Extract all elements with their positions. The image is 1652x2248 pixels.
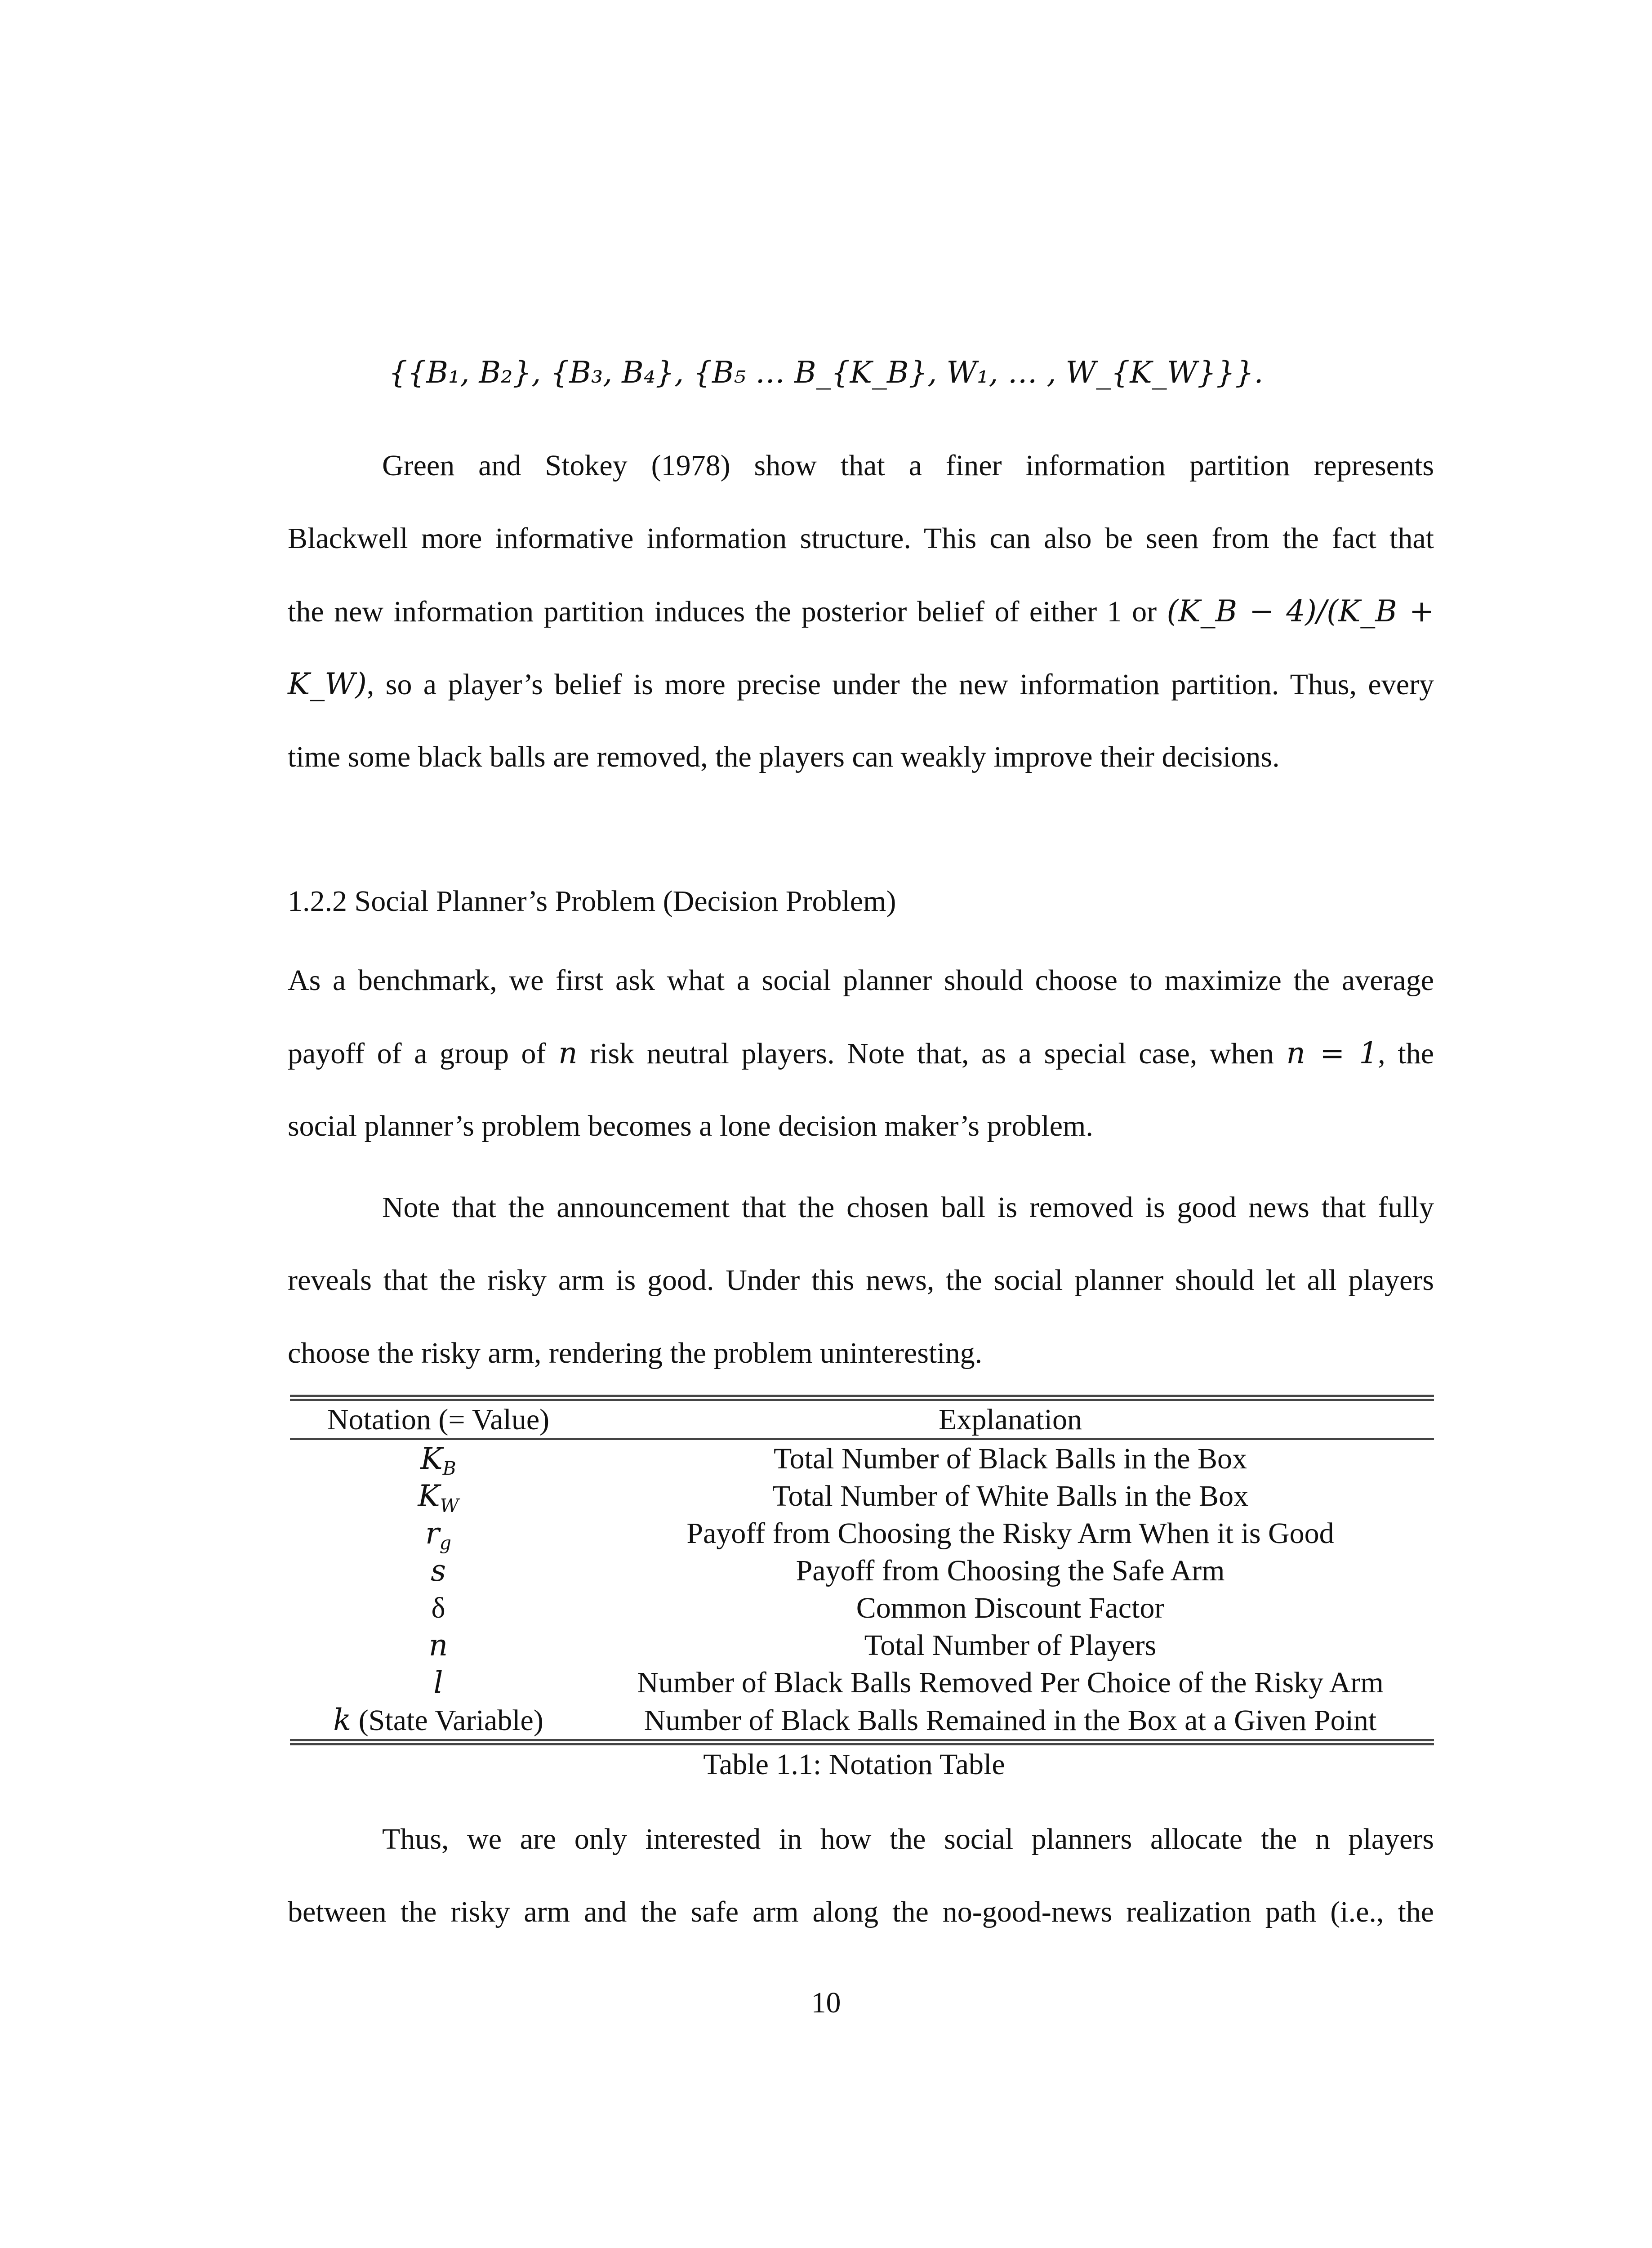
- paragraph-2-line-2-b: risk neutral players. Note that, as a special case, when: [590, 1037, 1274, 1070]
- table-cell-notation: s: [431, 1553, 446, 1588]
- table-cell-explanation: Total Number of Players: [864, 1629, 1157, 1662]
- table-cell-notation: l: [433, 1665, 443, 1700]
- posterior-fraction-expression: (K_B − 4)/(K_B +: [1167, 594, 1434, 629]
- paragraph-1-line-4-text: , so a player’s belief is more precise under the new information partition. Thus, every: [366, 668, 1434, 701]
- table-cell-explanation: Payoff from Choosing the Safe Arm: [796, 1554, 1225, 1587]
- section-heading: 1.2.2 Social Planner’s Problem (Decision Problem): [288, 885, 896, 918]
- paragraph-1-line-3: [288, 575, 1434, 648]
- table-cell-explanation: Number of Black Balls Remained in the Box at a Given Point: [644, 1704, 1377, 1737]
- table-cell-notation: $K_W$: [418, 1479, 459, 1517]
- white-balls-expression: K_W): [288, 667, 367, 701]
- table-row: [290, 1701, 1434, 1742]
- paragraph-2-line-2: [288, 1017, 1434, 1090]
- table-cell-notation: n: [428, 1628, 448, 1663]
- paragraph-4: [288, 1803, 1434, 1949]
- paragraph-2-line-2-a: payoff of a group of: [288, 1037, 546, 1070]
- table-cell-explanation: Total Number of White Balls in the Box: [772, 1480, 1249, 1512]
- paragraph-3-line-3: choose the risky arm, rendering the problem uninteresting.: [288, 1337, 983, 1369]
- paragraph-1-line-5: time some black balls are removed, the players can weakly improve their decisions.: [288, 740, 1280, 773]
- paragraph-1-line-1: Green and Stokey (1978) show that a finer information partition represents: [382, 449, 1434, 482]
- paragraph-4-line-1: Thus, we are only interested in how the social planners allocate the n players: [382, 1823, 1434, 1855]
- table-cell-explanation: Number of Black Balls Removed Per Choice of the Risky Arm: [637, 1666, 1384, 1699]
- state-variable-label: (State Variable): [351, 1704, 543, 1737]
- paragraph-3: [288, 1171, 1434, 1390]
- table-cell-explanation: Payoff from Choosing the Risky Arm When it is Good: [686, 1517, 1334, 1550]
- table-cell-explanation: Total Number of Black Balls in the Box: [773, 1442, 1247, 1475]
- n-equals-one-expression: n = 1: [1286, 1036, 1378, 1070]
- table-header-row: [290, 1398, 1434, 1439]
- table-cell-explanation: Common Discount Factor: [856, 1592, 1165, 1624]
- paragraph-1-line-4: [288, 648, 1434, 721]
- table-header-notation: Notation (= Value): [327, 1403, 550, 1436]
- paragraph-2-line-1: As a benchmark, we first ask what a social planner should choose to maximize the average: [288, 964, 1434, 997]
- paragraph-1-line-3-text: the new information partition induces the posterior belief of either 1 or: [288, 595, 1157, 628]
- page-number: 10: [811, 1986, 841, 2019]
- paragraph-4-line-2: between the risky arm and the safe arm along the no-good-news realization path (i.e., the: [288, 1896, 1434, 1928]
- paragraph-1: [288, 429, 1434, 794]
- table-row: [290, 1664, 1434, 1701]
- paragraph-3-line-1: Note that the announcement that the chosen ball is removed is good news that fully: [382, 1191, 1434, 1224]
- table-cell-notation: δ: [431, 1592, 445, 1624]
- paragraph-3-line-2: reveals that the risky arm is good. Under this news, the social planner should let all players: [288, 1264, 1434, 1297]
- table-row: [290, 1515, 1434, 1552]
- notation-table: [290, 1395, 1434, 1745]
- state-variable-symbol: k: [333, 1703, 352, 1737]
- paragraph-1-line-2: Blackwell more informative information structure. This can also be seen from the fact that: [288, 522, 1434, 555]
- paragraph-2-line-2-c: , the: [1378, 1037, 1434, 1070]
- table-cell-notation: [290, 1701, 587, 1742]
- table-row: [290, 1477, 1434, 1515]
- table-caption: Table 1.1: Notation Table: [703, 1748, 1005, 1781]
- table-cell-notation: $r_g$: [425, 1516, 451, 1554]
- paragraph-2: [288, 944, 1434, 1163]
- table-row: [290, 1627, 1434, 1664]
- paragraph-2-line-3: social planner’s problem becomes a lone decision maker’s problem.: [288, 1110, 1093, 1142]
- table-cell-notation: $K_B$: [420, 1441, 456, 1480]
- n-variable: n: [558, 1036, 578, 1070]
- table-header-explanation: Explanation: [939, 1403, 1082, 1436]
- set-expression: {{B₁, B₂}, {B₃, B₄}, {B₅ … B_{K_B}, W₁, … , W_{K_W}}}.: [388, 355, 1264, 390]
- table-row: [290, 1589, 1434, 1627]
- table-row: [290, 1439, 1434, 1477]
- table-row: [290, 1552, 1434, 1589]
